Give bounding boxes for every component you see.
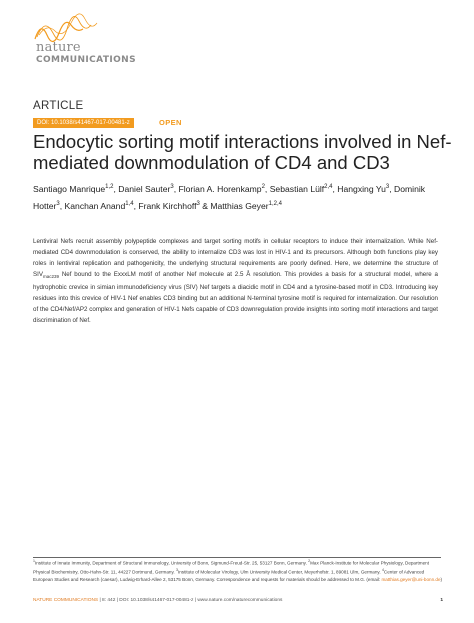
journal-logo (33, 13, 143, 65)
article-title: Endocytic sorting motif interactions involved in Nef-mediated downmodulation of CD4 and CD3 (33, 131, 452, 173)
author-affiliation: 3 (56, 200, 60, 207)
abstract: Lentiviral Nefs recruit assembly polypeptide complexes and target sorting motifs in cellular receptors to induce their internalization. While Nef-mediated CD4 downmodulation is conserved, the ability to internalize CD3 was lost in HIV-1 and its precursors. Although both functions play key roles in lentiviral replication and pathogenicity, the underlying structural requirements are poorly defined. Here, we determine the structure of $SIV_{mac239}$ Nef bound to the ExxxLM motif of another Nef molecule at 2.5 Å resolution. This provides a basis for a structural model, where a hydrophobic crevice in simian immunodeficiency virus (SIV) Nef targets a diacidic motif in CD4 and a tyrosine-based motif in CD3. Introducing key residues into this crevice of HIV-1 Nef enables CD3 binding but an additional N-terminal tyrosine motif is required for internalization. Our resolution of the CD4/Nef/AP2 complex and generation of HIV-1 Nefs capable of CD3 downregulation provide insights into sorting motif interactions and target discrimination of Nef. (33, 238, 438, 324)
author[interactable]: Florian A. Horenkamp$^2$ (178, 183, 265, 194)
author[interactable]: Frank Kirchhoff$^3$ (138, 200, 200, 211)
author-affiliation: 2,4 (324, 184, 333, 190)
author[interactable]: Kanchan Anand$^{1,4}$ (64, 200, 134, 211)
logo-word-communications: COMMUNICATIONS (36, 55, 136, 65)
author-affiliation: 1,2 (105, 184, 114, 190)
author[interactable]: Matthias Geyer$^{1,2,4}$ (210, 200, 282, 211)
author-affiliation: 2 (261, 184, 265, 190)
author[interactable]: Sebastian Lülf$^{2,4}$ (269, 183, 333, 194)
author-affiliation: 1,2,4 (268, 200, 282, 207)
author-affiliation: 3 (170, 184, 174, 190)
author-affiliation: 3 (196, 200, 200, 207)
page-footer (33, 598, 443, 603)
doi-badge[interactable]: DOI: 10.1038/s41467-017-00481-z (33, 118, 134, 128)
author[interactable]: Dominik Hotter$^3$ (33, 183, 426, 211)
footer-doi-and-url[interactable]: | DOI: 10.1038/s41467-017-00481-z | www.nature.com/naturecommunications (116, 598, 283, 603)
footer-journal-name: NATURE COMMUNICATIONS (33, 598, 99, 603)
footer-citation: | 8: 442 (98, 598, 117, 603)
author[interactable]: Hangxing Yu$^3$ (337, 183, 390, 194)
author-list: Santiago Manrique$^{1,2}$, Daniel Sauter$^3$, Florian A. Horenkamp$^2$, Sebastian Lülf$^{2,4}$, Hangxing Yu$^3$, Dominik Hotter$^3$, Kanchan Anand$^{1,4}$, Frank Kirchhoff$^3$ & Matthias Geyer$^{1,2,4}$ (33, 183, 426, 211)
author[interactable]: Santiago Manrique$^{1,2}$ (33, 183, 114, 194)
author-affiliation: 3 (385, 184, 390, 190)
author-affiliation: 1,4 (125, 200, 134, 207)
article-type-label: ARTICLE (33, 100, 84, 112)
logo-wave-graphic (33, 13, 143, 43)
page-number: 1 (440, 598, 443, 603)
affiliations-footnote: $^1$Institute of Innate Immunity, Department of Structural Immunology, University of Bonn, Sigmund-Freud-Str. 25, 53127 Bonn, Germany. $^2$Max Planck-Institute for Molecular Physiology, Department Physical Biochemistry, Otto-Hahn-Str. 11, 44227 Dortmund, Germany. $^3$Institute of Molecular Virology, Ulm University Medical Center, Meyerhofstr. 1, 89081 Ulm, Germany. $^4$Center of Advanced European Studies and Research (caesar), Ludwig-Erhard-Allee 2, 53175 Bonn, Germany. Correspondence and requests for materials should be addressed to M.G. (email: matthias.geyer@uni-bonn.de) (33, 559, 443, 583)
open-access-label: OPEN (159, 118, 182, 127)
correspondence-email-link[interactable]: matthias.geyer@uni-bonn.de (381, 577, 441, 583)
logo-word-nature: nature (36, 40, 81, 55)
author[interactable]: Daniel Sauter$^3$ (118, 183, 174, 194)
